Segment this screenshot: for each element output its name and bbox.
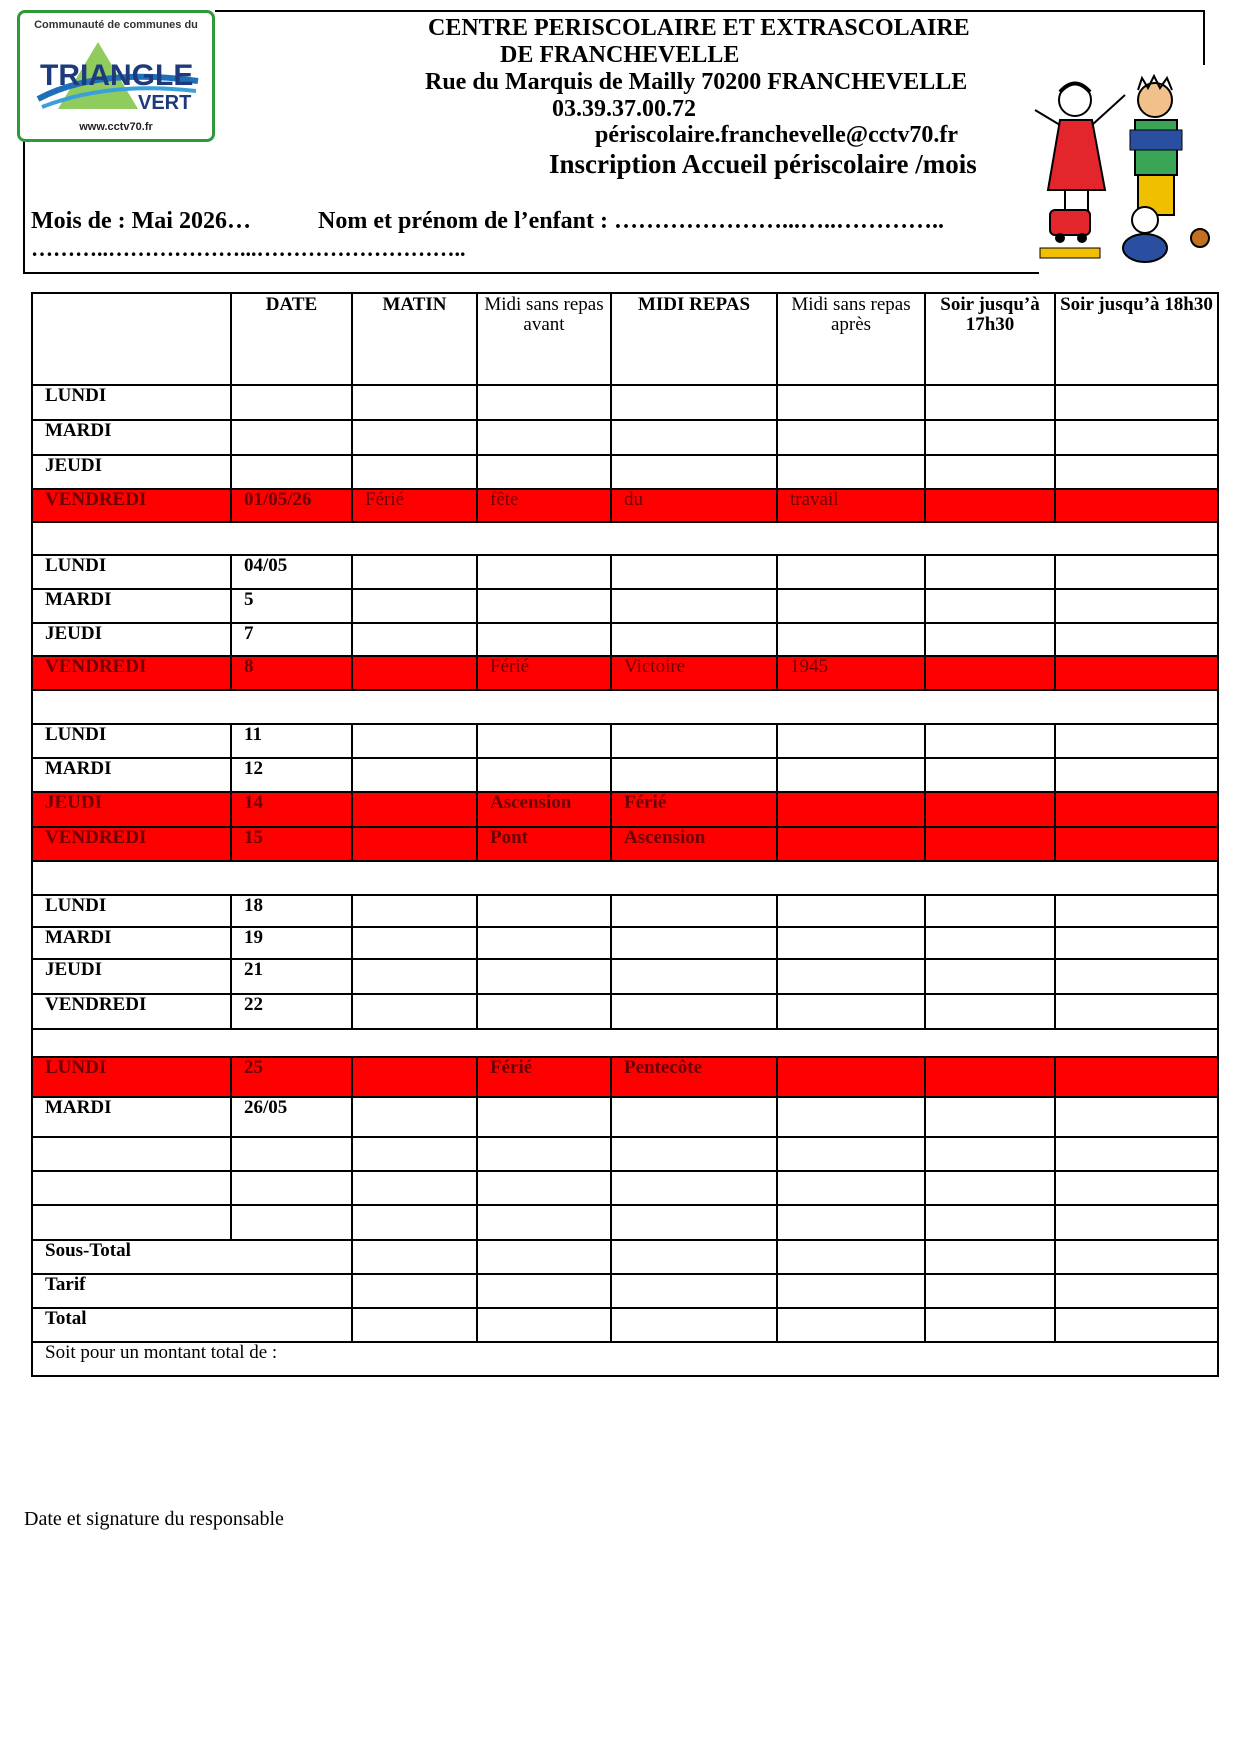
midi-sans-repas-apres-cell[interactable] — [777, 927, 925, 959]
soir-17h30-cell[interactable] — [925, 385, 1055, 420]
day-cell: MARDI — [32, 420, 231, 455]
table-row — [32, 959, 1218, 994]
table-row — [32, 455, 1218, 489]
montant-total-field[interactable]: Soit pour un montant total de : — [32, 1342, 1218, 1376]
col-header-soir-17h30: Soir jusqu’à 17h30 — [925, 293, 1055, 385]
midi-repas-cell[interactable] — [611, 994, 777, 1029]
soir-17h30-cell[interactable] — [925, 555, 1055, 589]
totals-value-cell[interactable] — [611, 1240, 777, 1274]
totals-value-cell[interactable] — [477, 1274, 611, 1308]
col-header-midi-sans-repas-apres: Midi sans repas après — [777, 293, 925, 385]
logo-emblem-icon — [28, 37, 206, 117]
day-cell: JEUDI — [32, 792, 231, 827]
midi-sans-repas-apres-cell[interactable] — [777, 1205, 925, 1240]
totals-row — [32, 1240, 1218, 1274]
date-cell: 25 — [231, 1057, 352, 1097]
matin-cell[interactable] — [352, 1097, 477, 1137]
table-row — [32, 927, 1218, 959]
soir-17h30-cell[interactable] — [925, 994, 1055, 1029]
center-title-2: DE FRANCHEVELLE — [500, 42, 740, 68]
midi-repas-cell[interactable] — [611, 1205, 777, 1240]
midi-sans-repas-avant-cell[interactable] — [477, 1205, 611, 1240]
midi-sans-repas-avant-cell[interactable] — [477, 1137, 611, 1171]
totals-value-cell[interactable] — [925, 1308, 1055, 1342]
midi-sans-repas-avant-cell[interactable] — [477, 758, 611, 792]
logo-top-text: Communauté de communes du — [34, 19, 198, 31]
table-row — [32, 1097, 1218, 1137]
frame-top-line — [215, 10, 1205, 12]
midi-repas-cell: Pentecôte — [611, 1057, 777, 1097]
day-cell: VENDREDI — [32, 827, 231, 861]
date-cell: 21 — [231, 959, 352, 994]
soir-18h30-cell[interactable] — [1055, 1097, 1218, 1137]
matin-cell[interactable] — [352, 385, 477, 420]
matin-cell — [352, 1057, 477, 1097]
matin-cell — [352, 827, 477, 861]
logo-website: www.cctv70.fr — [79, 121, 153, 133]
soir-18h30-cell — [1055, 489, 1218, 522]
day-cell — [32, 1205, 231, 1240]
midi-sans-repas-apres-cell — [777, 792, 925, 827]
soir-17h30-cell[interactable] — [925, 1171, 1055, 1205]
soir-17h30-cell[interactable] — [925, 758, 1055, 792]
midi-repas-cell[interactable] — [611, 959, 777, 994]
soir-17h30-cell[interactable] — [925, 420, 1055, 455]
midi-repas-cell[interactable] — [611, 555, 777, 589]
date-cell: 7 — [231, 623, 352, 656]
logo-name-1: TRIANGLE — [40, 59, 194, 92]
matin-cell[interactable] — [352, 994, 477, 1029]
col-header-midi-sans-repas-avant: Midi sans repas avant — [477, 293, 611, 385]
midi-sans-repas-apres-cell: 1945 — [777, 656, 925, 690]
soir-18h30-cell[interactable] — [1055, 385, 1218, 420]
midi-sans-repas-avant-cell[interactable] — [477, 420, 611, 455]
midi-sans-repas-apres-cell[interactable] — [777, 724, 925, 758]
date-cell — [231, 1205, 352, 1240]
holiday-row — [32, 827, 1218, 861]
soir-18h30-cell[interactable] — [1055, 1137, 1218, 1171]
soir-17h30-cell[interactable] — [925, 724, 1055, 758]
date-cell: 19 — [231, 927, 352, 959]
separator-cell — [32, 522, 1218, 555]
matin-cell[interactable] — [352, 555, 477, 589]
midi-sans-repas-apres-cell[interactable] — [777, 1097, 925, 1137]
triangle-vert-logo — [17, 10, 215, 142]
holiday-row — [32, 656, 1218, 690]
midi-sans-repas-apres-cell[interactable] — [777, 420, 925, 455]
week-separator-row — [32, 861, 1218, 895]
table-row — [32, 1205, 1218, 1240]
midi-sans-repas-apres-cell — [777, 1057, 925, 1097]
soir-17h30-cell[interactable] — [925, 623, 1055, 656]
soir-17h30-cell[interactable] — [925, 1097, 1055, 1137]
soir-18h30-cell — [1055, 827, 1218, 861]
day-cell: LUNDI — [32, 555, 231, 589]
day-cell: LUNDI — [32, 895, 231, 927]
soir-18h30-cell[interactable] — [1055, 1171, 1218, 1205]
matin-cell: Férié — [352, 489, 477, 522]
midi-sans-repas-avant-cell: Pont — [477, 827, 611, 861]
midi-sans-repas-avant-cell[interactable] — [477, 589, 611, 623]
midi-sans-repas-apres-cell[interactable] — [777, 1171, 925, 1205]
col-header-date: DATE — [231, 293, 352, 385]
soir-17h30-cell[interactable] — [925, 455, 1055, 489]
soir-18h30-cell[interactable] — [1055, 758, 1218, 792]
midi-sans-repas-avant-cell[interactable] — [477, 455, 611, 489]
child-name-dots: ………..………………...……………………….. — [31, 236, 466, 261]
attendance-table — [31, 292, 1219, 1377]
soir-17h30-cell[interactable] — [925, 927, 1055, 959]
date-cell — [231, 1171, 352, 1205]
midi-sans-repas-apres-cell[interactable] — [777, 623, 925, 656]
date-cell: 14 — [231, 792, 352, 827]
week-separator-row — [32, 690, 1218, 724]
matin-cell[interactable] — [352, 927, 477, 959]
soir-18h30-cell[interactable] — [1055, 589, 1218, 623]
soir-18h30-cell[interactable] — [1055, 927, 1218, 959]
midi-repas-cell[interactable] — [611, 1171, 777, 1205]
midi-repas-cell[interactable] — [611, 758, 777, 792]
midi-sans-repas-apres-cell[interactable] — [777, 959, 925, 994]
midi-sans-repas-apres-cell[interactable] — [777, 758, 925, 792]
midi-sans-repas-apres-cell: travail — [777, 489, 925, 522]
date-cell — [231, 455, 352, 489]
signature-label: Date et signature du responsable — [24, 1508, 284, 1530]
midi-repas-cell: Férié — [611, 792, 777, 827]
midi-repas-cell: Victoire — [611, 656, 777, 690]
soir-18h30-cell[interactable] — [1055, 895, 1218, 927]
soir-18h30-cell[interactable] — [1055, 994, 1218, 1029]
form-title: Inscription Accueil périscolaire /mois — [549, 149, 977, 179]
totals-value-cell[interactable] — [1055, 1308, 1218, 1342]
midi-repas-cell[interactable] — [611, 1097, 777, 1137]
matin-cell[interactable] — [352, 895, 477, 927]
soir-17h30-cell[interactable] — [925, 1205, 1055, 1240]
midi-repas-cell[interactable] — [611, 927, 777, 959]
totals-label: Tarif — [32, 1274, 352, 1308]
matin-cell[interactable] — [352, 724, 477, 758]
soir-17h30-cell — [925, 489, 1055, 522]
day-cell: LUNDI — [32, 385, 231, 420]
week-separator-row — [32, 1029, 1218, 1057]
totals-row — [32, 1274, 1218, 1308]
midi-repas-cell[interactable] — [611, 1137, 777, 1171]
totals-label: Total — [32, 1308, 352, 1342]
midi-sans-repas-apres-cell[interactable] — [777, 385, 925, 420]
matin-cell[interactable] — [352, 455, 477, 489]
holiday-row — [32, 792, 1218, 827]
date-cell: 22 — [231, 994, 352, 1029]
soir-17h30-cell — [925, 792, 1055, 827]
table-row — [32, 1137, 1218, 1171]
midi-sans-repas-apres-cell[interactable] — [777, 994, 925, 1029]
separator-cell — [32, 1029, 1218, 1057]
midi-sans-repas-avant-cell[interactable] — [477, 724, 611, 758]
midi-sans-repas-avant-cell[interactable] — [477, 959, 611, 994]
col-header-day — [32, 293, 231, 385]
soir-18h30-cell[interactable] — [1055, 724, 1218, 758]
date-cell — [231, 420, 352, 455]
soir-18h30-cell[interactable] — [1055, 623, 1218, 656]
day-cell: LUNDI — [32, 724, 231, 758]
totals-value-cell[interactable] — [777, 1240, 925, 1274]
matin-cell[interactable] — [352, 589, 477, 623]
midi-sans-repas-apres-cell[interactable] — [777, 1137, 925, 1171]
day-cell: JEUDI — [32, 623, 231, 656]
date-cell: 8 — [231, 656, 352, 690]
soir-18h30-cell[interactable] — [1055, 959, 1218, 994]
table-row — [32, 623, 1218, 656]
matin-cell[interactable] — [352, 623, 477, 656]
soir-18h30-cell[interactable] — [1055, 1205, 1218, 1240]
totals-value-cell[interactable] — [1055, 1274, 1218, 1308]
soir-17h30-cell[interactable] — [925, 589, 1055, 623]
soir-17h30-cell[interactable] — [925, 895, 1055, 927]
totals-row — [32, 1308, 1218, 1342]
frame-left-line — [23, 140, 25, 274]
child-name-field: Nom et prénom de l’enfant : …………………...…..………….. — [318, 208, 944, 234]
totals-value-cell[interactable] — [611, 1308, 777, 1342]
table-row — [32, 1171, 1218, 1205]
table-row — [32, 555, 1218, 589]
day-cell: LUNDI — [32, 1057, 231, 1097]
day-cell: JEUDI — [32, 959, 231, 994]
soir-18h30-cell — [1055, 1057, 1218, 1097]
midi-sans-repas-apres-cell[interactable] — [777, 895, 925, 927]
soir-18h30-cell[interactable] — [1055, 420, 1218, 455]
date-cell: 12 — [231, 758, 352, 792]
table-row — [32, 758, 1218, 792]
midi-sans-repas-avant-cell[interactable] — [477, 927, 611, 959]
day-cell: MARDI — [32, 589, 231, 623]
day-cell: MARDI — [32, 927, 231, 959]
table-row — [32, 895, 1218, 927]
logo-name-2: VERT — [138, 92, 192, 114]
midi-sans-repas-avant-cell: Férié — [477, 656, 611, 690]
day-cell: MARDI — [32, 758, 231, 792]
date-cell: 01/05/26 — [231, 489, 352, 522]
soir-18h30-cell[interactable] — [1055, 555, 1218, 589]
soir-17h30-cell — [925, 827, 1055, 861]
center-phone: 03.39.37.00.72 — [552, 96, 696, 122]
table-row — [32, 385, 1218, 420]
soir-17h30-cell — [925, 656, 1055, 690]
day-cell: MARDI — [32, 1097, 231, 1137]
totals-value-cell[interactable] — [611, 1274, 777, 1308]
col-header-midi-repas: MIDI REPAS — [611, 293, 777, 385]
midi-sans-repas-avant-cell: fête — [477, 489, 611, 522]
day-cell: VENDREDI — [32, 994, 231, 1029]
midi-sans-repas-avant-cell[interactable] — [477, 1097, 611, 1137]
midi-sans-repas-apres-cell — [777, 827, 925, 861]
date-cell: 11 — [231, 724, 352, 758]
date-cell — [231, 385, 352, 420]
totals-value-cell[interactable] — [777, 1308, 925, 1342]
midi-repas-cell[interactable] — [611, 724, 777, 758]
soir-17h30-cell — [925, 1057, 1055, 1097]
midi-sans-repas-avant-cell[interactable] — [477, 555, 611, 589]
soir-18h30-cell — [1055, 656, 1218, 690]
midi-repas-cell[interactable] — [611, 455, 777, 489]
midi-repas-cell[interactable] — [611, 420, 777, 455]
totals-value-cell[interactable] — [352, 1274, 477, 1308]
day-cell: VENDREDI — [32, 489, 231, 522]
col-header-matin: MATIN — [352, 293, 477, 385]
matin-cell[interactable] — [352, 758, 477, 792]
col-header-soir-18h30: Soir jusqu’à 18h30 — [1055, 293, 1218, 385]
day-cell — [32, 1171, 231, 1205]
date-cell: 15 — [231, 827, 352, 861]
frame-bottom-line — [23, 272, 1039, 274]
midi-repas-cell: Ascension — [611, 827, 777, 861]
midi-repas-cell[interactable] — [611, 589, 777, 623]
totals-value-cell[interactable] — [925, 1240, 1055, 1274]
matin-cell[interactable] — [352, 420, 477, 455]
table-row — [32, 589, 1218, 623]
date-cell — [231, 1137, 352, 1171]
table-row — [32, 420, 1218, 455]
matin-cell — [352, 792, 477, 827]
midi-sans-repas-apres-cell[interactable] — [777, 555, 925, 589]
holiday-row — [32, 1057, 1218, 1097]
table-row — [32, 724, 1218, 758]
midi-sans-repas-avant-cell: Férié — [477, 1057, 611, 1097]
totals-value-cell[interactable] — [777, 1274, 925, 1308]
totals-value-cell[interactable] — [1055, 1240, 1218, 1274]
midi-repas-cell[interactable] — [611, 623, 777, 656]
midi-sans-repas-avant-cell[interactable] — [477, 895, 611, 927]
date-cell: 18 — [231, 895, 352, 927]
day-cell — [32, 1137, 231, 1171]
totals-value-cell[interactable] — [477, 1308, 611, 1342]
soir-17h30-cell[interactable] — [925, 1137, 1055, 1171]
center-email: périscolaire.franchevelle@cctv70.fr — [595, 122, 959, 148]
date-cell: 04/05 — [231, 555, 352, 589]
totals-value-cell[interactable] — [352, 1308, 477, 1342]
midi-sans-repas-avant-cell[interactable] — [477, 1171, 611, 1205]
totals-label: Sous-Total — [32, 1240, 352, 1274]
midi-sans-repas-apres-cell[interactable] — [777, 455, 925, 489]
holiday-row — [32, 489, 1218, 522]
matin-cell[interactable] — [352, 1205, 477, 1240]
totals-value-cell[interactable] — [477, 1240, 611, 1274]
matin-cell — [352, 656, 477, 690]
matin-cell[interactable] — [352, 959, 477, 994]
soir-18h30-cell[interactable] — [1055, 455, 1218, 489]
separator-cell — [32, 861, 1218, 895]
midi-sans-repas-apres-cell[interactable] — [777, 589, 925, 623]
week-separator-row — [32, 522, 1218, 555]
totals-value-cell[interactable] — [352, 1240, 477, 1274]
matin-cell[interactable] — [352, 1137, 477, 1171]
soir-17h30-cell[interactable] — [925, 959, 1055, 994]
midi-repas-cell[interactable] — [611, 895, 777, 927]
separator-cell — [32, 690, 1218, 724]
table-header-row — [32, 293, 1218, 385]
frame-right-line — [1203, 10, 1205, 65]
midi-sans-repas-avant-cell[interactable] — [477, 385, 611, 420]
midi-sans-repas-avant-cell[interactable] — [477, 623, 611, 656]
midi-sans-repas-avant-cell[interactable] — [477, 994, 611, 1029]
totals-value-cell[interactable] — [925, 1274, 1055, 1308]
month-field: Mois de : Mai 2026… — [31, 208, 251, 234]
children-illustration-icon — [1030, 70, 1220, 270]
montant-row — [32, 1342, 1218, 1376]
center-title: CENTRE PERISCOLAIRE ET EXTRASCOLAIRE — [428, 15, 970, 41]
day-cell: VENDREDI — [32, 656, 231, 690]
midi-sans-repas-avant-cell: Ascension — [477, 792, 611, 827]
matin-cell[interactable] — [352, 1171, 477, 1205]
soir-18h30-cell — [1055, 792, 1218, 827]
midi-repas-cell: du — [611, 489, 777, 522]
table-row — [32, 994, 1218, 1029]
date-cell: 26/05 — [231, 1097, 352, 1137]
date-cell: 5 — [231, 589, 352, 623]
midi-repas-cell[interactable] — [611, 385, 777, 420]
center-address: Rue du Marquis de Mailly 70200 FRANCHEVELLE — [425, 69, 968, 95]
day-cell: JEUDI — [32, 455, 231, 489]
